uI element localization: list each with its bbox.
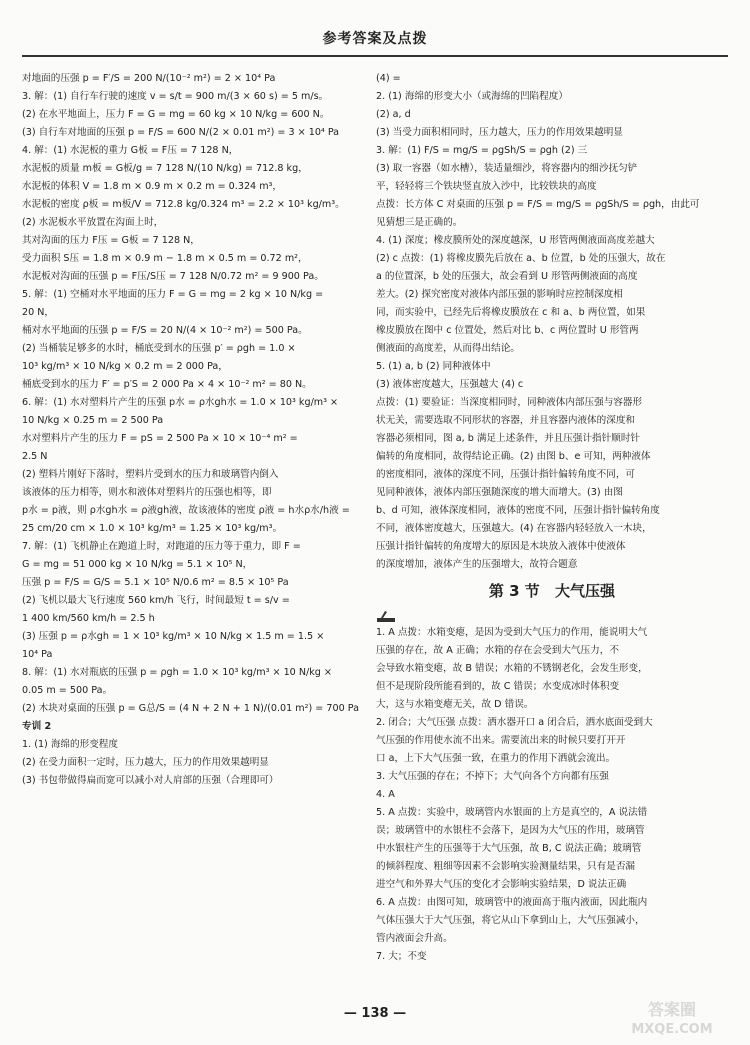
text-line: b、d 可知，液体深度相同，液体的密度不同，压强计指针偏转角度	[376, 505, 660, 516]
text-line: 侧液面的高度差，从而得出结论。	[376, 343, 520, 354]
right-column-top	[376, 70, 728, 574]
text-line: (2) 在受力面积一定时，压力越大，压力的作用效果越明显	[22, 757, 269, 768]
text-line: 压强 p = F/S = G/S = 5.1 × 10⁵ N/0.6 m² = 8.5 × 10⁵ Pa	[22, 577, 289, 588]
svg-text:答案圈: 答案圈	[647, 1000, 697, 1019]
text-line: 1 400 km/560 km/h = 2.5 h	[22, 613, 155, 624]
text-line: 5. A 点拨：实验中，玻璃管内水银面的上方是真空的，A 说法错	[376, 807, 648, 818]
header-divider	[22, 55, 728, 57]
text-line: 的密度相同，液体的深度不同，压强计指针偏转角度不同，可	[376, 469, 636, 480]
text-line: (3) 液体密度越大，压强越大 (4) c	[376, 379, 524, 390]
exercise-icon-row	[376, 608, 728, 624]
page-header	[0, 0, 750, 62]
text-line: 7. 大；不变	[376, 951, 427, 962]
text-line: 桶底受到水的压力 F′ = p′S = 2 000 Pa × 4 × 10⁻² m² = 80 N。	[22, 379, 312, 390]
text-line: 点拨：长方体 C 对桌面的压强 p = F/S = mg/S = ρgSh/S = ρgh，由此可	[376, 199, 700, 210]
text-line: 10³ kg/m³ × 10 N/kg × 0.2 m = 2 000 Pa，	[22, 361, 228, 372]
text-line: 差大。(2) 探究密度对液体内部压强的影响时应控制深度相	[376, 289, 623, 300]
text-line: (2) 当桶装足够多的水时，桶底受到水的压强 p′ = ρgh = 1.0 ×	[22, 343, 296, 354]
text-line: 的深度增加，液体产生的压强增大，故符合题意	[376, 559, 578, 570]
text-line: 4. (1) 深度；橡皮膜所处的深度越深，U 形管两侧液面高度差越大	[376, 235, 655, 246]
text-line: 10⁴ Pa	[22, 649, 53, 660]
text-line: 对地面的压强 p = F′/S = 200 N/(10⁻² m²) = 2 × 10⁴ Pa	[22, 73, 276, 84]
text-line: 见猜想三是正确的。	[376, 217, 463, 228]
text-line: 偏转的角度相同，故得结论正确。(2) 由图 b、e 可知，两种液体	[376, 451, 651, 462]
text-line: 平，轻轻将三个铁块竖直放入沙中，比较铁块的高度	[376, 181, 597, 192]
text-line: 其对沟面的压力 F压 = G板 = 7 128 N，	[22, 235, 200, 246]
section-name: 大气压强	[555, 582, 616, 600]
right-column-bottom	[376, 624, 728, 966]
text-line: 大，这与水箱变瘪无关，故 D 错误。	[376, 699, 534, 710]
text-line: 水泥板的体积 V = 1.8 m × 0.9 m × 0.2 m = 0.324 m³，	[22, 181, 282, 192]
text-line: 7. 解：(1) 飞机静止在跑道上时，对跑道的压力等于重力，即 F =	[22, 541, 301, 552]
text-line: 状无关，需要选取不同形状的容器，并且容器内液体的深度和	[376, 415, 636, 426]
text-line: (3) 自行车对地面的压强 p = F/S = 600 N/(2 × 0.01 m²) = 3 × 10⁴ Pa	[22, 127, 340, 138]
text-line: 同，而实验中，已经先后将橡皮膜放在 c 和 a、b 两位置，如果	[376, 307, 646, 318]
text-line: 1. (1) 海绵的形变程度	[22, 739, 118, 750]
text-line: 中水银柱产生的压强等于大气压强，故 B, C 说法正确；玻璃管	[376, 843, 642, 854]
text-line: 0.05 m = 500 Pa。	[22, 685, 113, 696]
text-line: 口 a，上下大气压强一致，在重力的作用下洒就会流出。	[376, 753, 616, 764]
text-line: (2) a, d	[376, 109, 411, 120]
text-line: (2) 在水平地面上，压力 F = G = mg = 60 kg × 10 N/kg = 600 N。	[22, 109, 330, 120]
text-line: 气压强的作用使水流不出来。需要流出来的时候只要打开开	[376, 735, 626, 746]
text-line: 20 N，	[22, 307, 55, 318]
text-line: 5. (1) a, b (2) 同种液体中	[376, 361, 491, 372]
text-line: (4) =	[376, 73, 401, 84]
text-line: (3) 当受力面积相同时，压力越大，压力的作用效果越明显	[376, 127, 623, 138]
text-line: 该液体的压力相等，则水和液体对塑料片的压强也相等，即	[22, 487, 272, 498]
text-line: 点拨：(1) 要验证：当深度相同时，同种液体内部压强与容器形	[376, 397, 643, 408]
text-line: 4. 解：(1) 水泥板的重力 G板 = F压 = 7 128 N，	[22, 145, 239, 156]
text-line: 不同，液体密度越大，压强越大。(4) 在容器内轻轻放入一木块，	[376, 523, 652, 534]
text-line: p水 = p液，则 ρ水gh水 = ρ液gh液，故该液体的密度 ρ液 = h水ρ水/h液 =	[22, 505, 350, 516]
text-line: a 的位置深，b 处的压强大，故会看到 U 形管两侧液面的高度	[376, 271, 638, 282]
text-line: (2) 塑料片刚好下落时，塑料片受到水的压力和玻璃管内倒入	[22, 469, 279, 480]
text-line: (3) 压强 p = ρ水gh = 1 × 10³ kg/m³ × 10 N/kg × 1.5 m = 1.5 ×	[22, 631, 325, 642]
text-line: 误；玻璃管中的水银柱不会落下，是因为大气压的作用，玻璃管	[376, 825, 645, 836]
text-line: 橡皮膜放在图中 c 位置处，然后对比 b、c 两位置时 U 形管两	[376, 325, 639, 336]
text-line: 10 N/kg × 0.25 m = 2 500 Pa	[22, 415, 164, 426]
text-line: 压强计指针偏转的角度增大的原因是木块放入液体中使液体	[376, 541, 626, 552]
text-line: 水泥板的质量 m板 = G板/g = 7 128 N/(10 N/kg) = 712.8 kg，	[22, 163, 308, 174]
text-line: 专训 2	[22, 721, 52, 732]
text-line: 6. A 点拨：由图可知，玻璃管中的液面高于瓶内液面，因此瓶内	[376, 897, 648, 908]
pen-icon	[376, 609, 396, 623]
text-line: 水对塑料片产生的压力 F = pS = 2 500 Pa × 10 × 10⁻⁴ m² =	[22, 433, 298, 444]
text-line: (3) 书包带做得扁而宽可以减小对人肩部的压强（合理即可）	[22, 775, 279, 786]
text-line: (2) 飞机以最大飞行速度 560 km/h 飞行，时间最短 t = s/v =	[22, 595, 290, 606]
text-line: 2.5 N	[22, 451, 48, 462]
text-line: 受力面积 S压 = 1.8 m × 0.9 m − 1.8 m × 0.5 m = 0.72 m²，	[22, 253, 308, 264]
right-column	[376, 70, 728, 1015]
text-line: 8. 解：(1) 水对瓶底的压强 p = ρgh = 1.0 × 10³ kg/m³ × 10 N/kg ×	[22, 667, 332, 678]
section-number: 第 3 节	[488, 582, 540, 600]
watermark-logo	[612, 997, 732, 1037]
text-line: 5. 解：(1) 空桶对水平地面的压力 F = G = mg = 2 kg × 10 N/kg =	[22, 289, 324, 300]
text-line: 6. 解：(1) 水对塑料片产生的压强 p水 = ρ水gh水 = 1.0 × 10³ kg/m³ ×	[22, 397, 339, 408]
page-number: — 138 —	[343, 1006, 407, 1021]
text-line: 3. 大气压强的存在；不掉下；大气向各个方向都有压强	[376, 771, 609, 782]
section-heading	[376, 576, 728, 606]
text-line: (2) 水泥板水平放置在沟面上时，	[22, 217, 164, 228]
text-line: (2) 木块对桌面的压强 p = G总/S = (4 N + 2 N + 1 N)/(0.01 m²) = 700 Pa	[22, 703, 359, 714]
text-line: 压强的存在，故 A 正确；水箱的存在会受到大气压力，不	[376, 645, 619, 656]
text-line: 会导致水箱变瘪，故 B 错误；水箱的不锈钢老化，会发生形变，	[376, 663, 648, 674]
text-line: (3) 取一容器（如水槽），装适量细沙，将容器内的细沙抚匀铲	[376, 163, 638, 174]
svg-text:MXQE.COM: MXQE.COM	[631, 1022, 713, 1037]
text-line: 4. A	[376, 789, 395, 800]
text-line: 2. (1) 海绵的形变大小（或海绵的凹陷程度）	[376, 91, 568, 102]
text-line: 3. 解：(1) 自行车行驶的速度 v = s/t = 900 m/(3 × 60 s) = 5 m/s。	[22, 91, 329, 102]
text-line: 管内液面会升高。	[376, 933, 453, 944]
text-line: 容器必须相同，图 a, b 满足上述条件，并且压强计指针顺时针	[376, 433, 641, 444]
text-line: 1. A 点拨：水箱变瘪，是因为受到大气压力的作用，能说明大气	[376, 627, 648, 638]
text-line: 25 cm/20 cm × 1.0 × 10³ kg/m³ = 1.25 × 10³ kg/m³。	[22, 523, 283, 534]
text-line: 的倾斜程度、粗细等因素不会影响实验测量结果，只有是否漏	[376, 861, 636, 872]
text-line: 桶对水平地面的压强 p = F/S = 20 N/(4 × 10⁻² m²) = 500 Pa。	[22, 325, 308, 336]
text-line: 见同种液体，液体内部压强随深度的增大而增大。(3) 由图	[376, 487, 623, 498]
text-line: 3. 解：(1) F/S = mg/S = ρgSh/S = ρgh (2) 三	[376, 145, 588, 156]
text-line: 水泥板的密度 ρ板 = m板/V = 712.8 kg/0.324 m³ = 2.2 × 10³ kg/m³。	[22, 199, 345, 210]
text-line: (2) c 点拨：(1) 将橡皮膜先后放在 a、b 位置，b 处的压强大，故在	[376, 253, 666, 264]
text-line: G = mg = 51 000 kg × 10 N/kg = 5.1 × 10⁵ N，	[22, 559, 253, 570]
text-line: 水泥板对沟面的压强 p = F压/S压 = 7 128 N/0.72 m² = 9 900 Pa。	[22, 271, 324, 282]
text-line: 2. 闭合；大气压强 点拨：洒水器开口 a 闭合后，洒水底面受到大	[376, 717, 653, 728]
text-line: 气体压强大于大气压强，将它从山下拿到山上，大气压强减小，	[376, 915, 645, 926]
text-line: 进空气和外界大气压的变化才会影响实验结果，D 说法正确	[376, 879, 627, 890]
text-line: 但不是现阶段所能看到的，故 C 错误；水变成冰时体积变	[376, 681, 620, 692]
left-column	[22, 70, 362, 1005]
page-title: 参考答案及点拨	[322, 31, 428, 47]
